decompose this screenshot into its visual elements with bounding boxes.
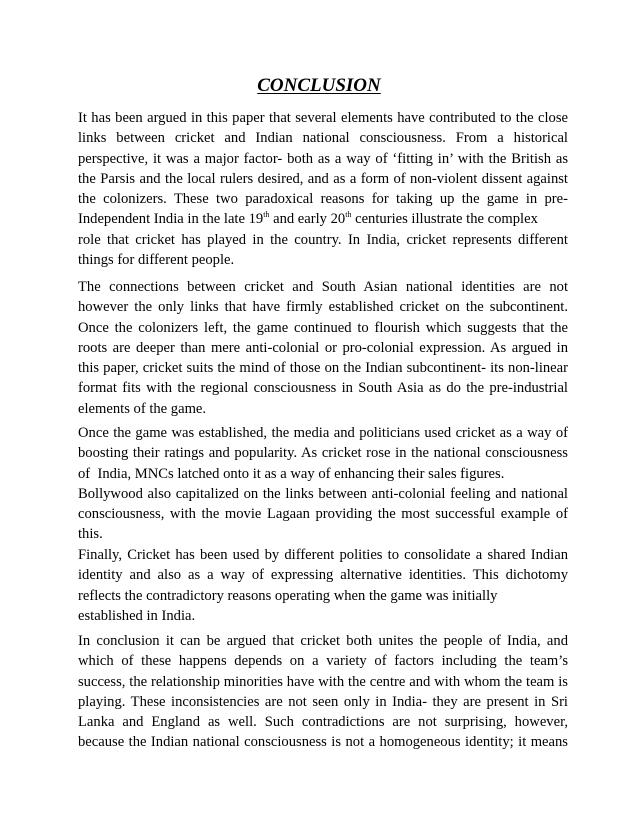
text-line: Once the game was established, the media and politicians used cricket as a way of — [78, 425, 568, 441]
text-segment: centuries illustrate the complex — [351, 211, 538, 228]
text-line: The connections between cricket and South Asian national identities are not — [78, 279, 568, 295]
text-line: links between cricket and Indian national consciousness. From a historical — [78, 130, 568, 147]
paragraph-5 — [78, 631, 568, 753]
paragraph-3 — [78, 423, 568, 545]
text-segment: Independent India in the late 19 — [78, 211, 264, 228]
text-line: because the Indian national consciousness is not a homogeneous identity; it means — [78, 734, 568, 751]
text-line: playing. These inconsistencies are not seen only in India- they are present in Sri — [78, 693, 568, 710]
text-line: reflects the contradictory reasons operating when the game was initially — [78, 587, 498, 604]
paragraph-2 — [78, 277, 568, 419]
text-line: format fits with the regional consciousness in South Asia as do the pre-industrial — [78, 380, 568, 397]
paragraph-4 — [78, 545, 568, 626]
text-line: the colonizers. These two paradoxical reasons for taking up the game in pre- — [78, 191, 568, 208]
text-line: boosting their ratings and popularity. As cricket rose in the national consciousness — [78, 445, 568, 462]
text-line: of India, MNCs latched onto it as a way of enhancing their sales figures. — [78, 465, 505, 482]
text-line: Lanka and England as well. Such contradictions are not surprising, however, — [78, 714, 568, 731]
text-line: success, the relationship minorities have with the centre and with whom the team is — [78, 673, 568, 690]
page-title: CONCLUSION — [257, 75, 381, 96]
superscript: th — [263, 210, 270, 220]
text-line: Bollywood also capitalized on the links between anti-colonial feeling and national — [78, 485, 568, 502]
text-line: Finally, Cricket has been used by different polities to consolidate a shared Indian — [78, 547, 568, 563]
text-line: however the only links that have firmly established cricket on the subcontinent. — [78, 299, 568, 316]
text-line: the Parsis and the local rulers desired, and as a form of non-violent dissent against — [78, 170, 568, 187]
text-line: It has been argued in this paper that several elements have contributed to the close — [78, 110, 568, 126]
text-line: roots are deeper than mere anti-colonial or pro-colonial expression. As argued in — [78, 339, 568, 356]
text-line: perspective, it was a major factor- both as a way of ‘fitting in’ with the British as — [78, 150, 568, 167]
text-line: consciousness, with the movie Lagaan providing the most successful example of — [78, 506, 568, 523]
text-line: this. — [78, 526, 103, 543]
text-line: this paper, cricket suits the mind of those on the Indian subcontinent- its non-linear — [78, 360, 568, 377]
superscript: th — [345, 210, 352, 220]
text-line: things for different people. — [78, 252, 235, 269]
text-line: established in India. — [78, 607, 196, 624]
text-line: Once the colonizers left, the game continued to flourish which suggests that the — [78, 319, 568, 336]
text-line: which of these happens depends on a variety of factors including the team’s — [78, 653, 568, 670]
paragraph-1 — [78, 108, 568, 270]
text-line-centuries — [78, 209, 568, 229]
text-line: In conclusion it can be argued that cricket both unites the people of India, and — [78, 633, 568, 649]
text-segment: and early 20 — [269, 211, 346, 228]
text-line: role that cricket has played in the country. In India, cricket represents different — [78, 231, 568, 248]
text-line: elements of the game. — [78, 400, 207, 417]
text-line: identity and also as a way of expressing alternative identities. This dichotomy — [78, 567, 568, 584]
